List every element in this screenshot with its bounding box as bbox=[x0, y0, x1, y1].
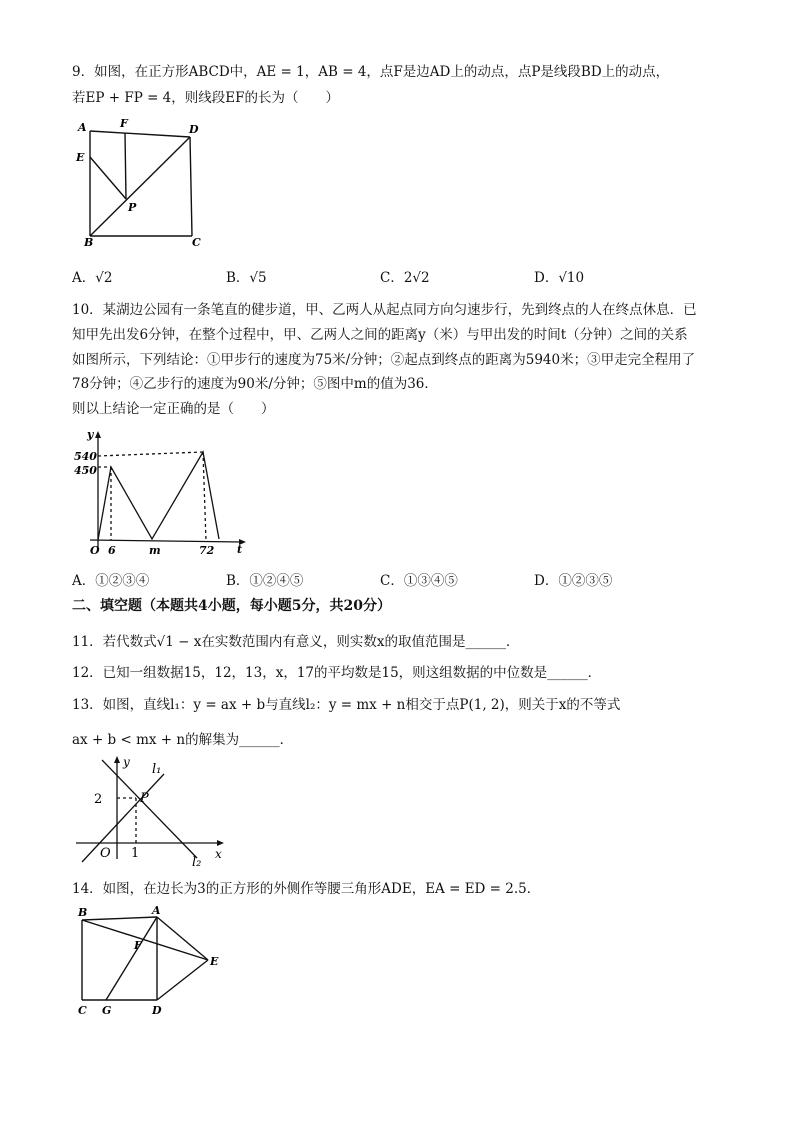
label-d: D bbox=[189, 123, 199, 136]
section-2-heading: 二、填空题（本题共4小题，每小题5分，共20分） bbox=[72, 598, 391, 614]
q13-lines-graph bbox=[72, 754, 232, 869]
segment-bd bbox=[90, 137, 190, 236]
q9-square-figure bbox=[70, 112, 220, 252]
side-ba bbox=[82, 917, 157, 920]
label-a: A bbox=[78, 121, 87, 134]
q12-text: 12．已知一组数据15，12，13，x，17的平均数是15，则这组数据的中位数是______． bbox=[72, 665, 602, 681]
tick-540: 540 bbox=[74, 450, 97, 463]
segment-ae bbox=[157, 917, 208, 960]
tick-450: 450 bbox=[74, 464, 97, 477]
q10-line-5: 则以上结论一定正确的是（ ） bbox=[72, 401, 275, 417]
x-axis-arrow bbox=[217, 840, 224, 846]
label-a: A bbox=[152, 904, 161, 917]
y-axis-label: y bbox=[123, 755, 130, 769]
y-axis-label: y bbox=[87, 428, 94, 441]
q9-option-d: D．√10 bbox=[534, 270, 585, 286]
side-dc bbox=[190, 137, 192, 236]
q10-line-2: 知甲先出发6分钟，在整个过程中，甲、乙两人之间的距离y（米）与甲出发的时间t（分钟）之间的关系 bbox=[72, 327, 688, 343]
side-ad bbox=[90, 131, 190, 137]
label-d: D bbox=[152, 1004, 162, 1017]
segment-ep bbox=[90, 157, 126, 199]
y-axis-arrow bbox=[114, 756, 120, 763]
q13-line-1: 13．如图，直线l₁：y = ax + b与直线l₂：y = mx + n相交于点P(1, 2)，则关于x的不等式 bbox=[72, 697, 621, 713]
segment-fp bbox=[125, 133, 126, 199]
label-e: E bbox=[210, 955, 219, 968]
q9-option-b: B．√5 bbox=[226, 270, 267, 286]
label-p: P bbox=[128, 201, 137, 214]
origin-label: O bbox=[90, 544, 100, 557]
l1-label: l₁ bbox=[152, 762, 162, 777]
point-p-label: P bbox=[140, 791, 149, 806]
distance-curve bbox=[98, 452, 219, 540]
tick-72: 72 bbox=[199, 544, 215, 557]
origin-label: O bbox=[100, 846, 111, 861]
q14-square-figure bbox=[72, 905, 232, 1020]
q9-option-a: A．√2 bbox=[72, 270, 113, 286]
q9-line-1: 9．如图，在正方形ABCD中，AE = 1，AB = 4，点F是边AD上的动点，点P是线段BD上的动点， bbox=[72, 64, 670, 80]
label-e: E bbox=[76, 151, 85, 164]
tick-1: 1 bbox=[131, 846, 140, 861]
t-axis-label: t bbox=[237, 543, 243, 556]
q10-option-a: A．①②③④ bbox=[72, 573, 150, 589]
tick-6: 6 bbox=[108, 544, 116, 557]
label-f: F bbox=[120, 117, 128, 130]
segment-be bbox=[82, 920, 208, 960]
q10-line-3: 如图所示，下列结论：①甲步行的速度为75米/分钟；②起点到终点的距离为5940米；③甲走完全程用了 bbox=[72, 352, 696, 368]
x-axis-label: x bbox=[215, 847, 222, 861]
dashed-540 bbox=[98, 452, 203, 456]
q9-option-c: C．2√2 bbox=[380, 270, 430, 286]
segment-de bbox=[157, 960, 208, 1000]
tick-m: m bbox=[149, 544, 161, 557]
q10-line-4: 78分钟；④乙步行的速度为90米/分钟；⑤图中m的值为36． bbox=[72, 376, 438, 392]
label-c: C bbox=[192, 236, 201, 249]
q9-line-2: 若EP + FP = 4，则线段EF的长为（ ） bbox=[72, 90, 339, 106]
q10-line-1: 10．某湖边公园有一条笔直的健步道，甲、乙两人从起点同方向匀速步行，先到终点的人在终点休息．已 bbox=[72, 302, 697, 318]
label-g: G bbox=[102, 1004, 112, 1017]
t-axis bbox=[90, 540, 242, 542]
q10-option-d: D．①②③⑤ bbox=[534, 573, 613, 589]
q10-distance-graph bbox=[70, 425, 250, 560]
l2-label: l₂ bbox=[192, 855, 202, 870]
label-c: C bbox=[78, 1004, 87, 1017]
q10-option-b: B．①②④⑤ bbox=[226, 573, 304, 589]
line-l1 bbox=[82, 774, 164, 862]
label-b: B bbox=[78, 906, 88, 919]
label-b: B bbox=[84, 236, 94, 249]
tick-2: 2 bbox=[94, 792, 103, 807]
q11-text: 11．若代数式√1 − x在实数范围内有意义，则实数x的取值范围是______． bbox=[72, 634, 520, 650]
q10-option-c: C．①③④⑤ bbox=[380, 573, 458, 589]
y-axis-arrow bbox=[95, 431, 101, 438]
label-f: F bbox=[134, 939, 142, 952]
q13-line-2: ax + b < mx + n的解集为______． bbox=[72, 732, 294, 748]
q14-line-1: 14．如图，在边长为3的正方形的外侧作等腰三角形ADE，EA = ED = 2.5． bbox=[72, 881, 541, 897]
